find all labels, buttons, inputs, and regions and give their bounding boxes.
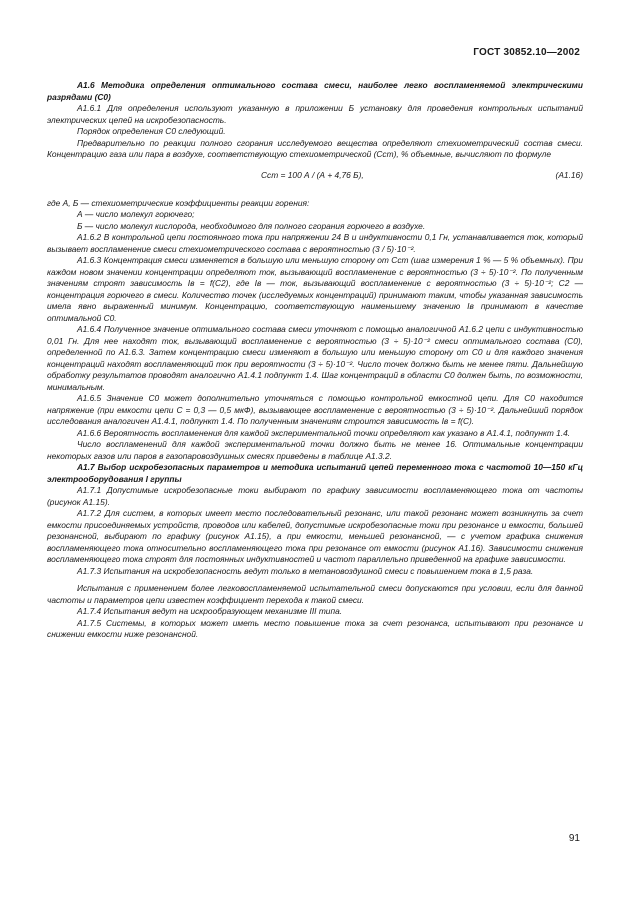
paragraph-a1-6-4: А1.6.4 Полученное значение оптимального состава смеси уточняют с помощью аналогичной А1.6.2 цепи с индуктивностью 0,01 Гн. Для нее находят ток, вызывающий воспламенение с вероятностью (3 ÷ 5)·10⁻² смеси оптимального состава (C0), определенной по А1.6.3. Затем концентрацию смеси изменяют в большую или меньшую сторону от C0 и для каждого значения концентраций находят воспламеняющий ток при вероятности (3 ÷ 5)·10⁻². Число точек должно быть не менее пяти. Дальнейшую обработку результатов проводят аналогично А1.4.1 подпункт 1.4. Шаг концентраций в области C0 должен быть, по возможности, минимальным. — [47, 324, 583, 392]
paragraph-a1-6-1: А1.6.1 Для определения используют указанную в приложении Б установку для проведения контрольных испытаний электрических цепей на искробезопасность. — [47, 103, 583, 125]
paragraph-def-a: А — число молекул горючего; — [77, 209, 195, 219]
paragraph-stoichiometric: Предварительно по реакции полного сгорания исследуемого вещества определяют стехиометрический состав смеси. Концентрацию газа или пара в воздухе, соответствующую стехиометрической (Cст), % объемные, вычисляют по формуле — [47, 137, 583, 159]
paragraph-test-mixture: Испытания с применением более легковоспламеняемой испытательной смеси допускаются при условии, если для данной частоты и параметров цепи известен коэффициент перехода к такой смеси. — [47, 583, 583, 605]
paragraph-where: где А, Б — стехиометрические коэффициенты реакции горения: — [47, 197, 310, 208]
paragraph-a1-7-5: А1.7.5 Системы, в которых может иметь место повышение тока за счет резонанса, испытывают при резонансе и снижении емкости ниже резонансной. — [47, 617, 583, 639]
paragraph-ignitions: Число воспламенений для каждой экспериментальной точки должно быть не менее 16. Оптимальные концентрации некоторых газов или паров в газопаровоздушных смесях приведены в таблице А1.3.2. — [47, 439, 583, 461]
section-heading-a1-7: А1.7 Выбор искробезопасных параметров и методика испытаний цепей переменного тока с частотой 10—150 кГц электрооборудования I группы — [47, 462, 583, 484]
paragraph-order: Порядок определения C0 следующий. — [77, 126, 226, 136]
paragraph-a1-6-3: А1.6.3 Концентрация смеси изменяется в большую или меньшую сторону от Cст (шаг измерения 1 % — 5 % объемных). При каждом новом значении концентрации определяют ток, вызывающий воспламенение с вероятностью (3 ÷ 5)·10⁻². По полученным значениям строят зависимость Iв = f(C2), где Iв — ток, вызывающий воспламенение с вероятностью (3 ÷ 5)·10⁻²; C2 — концентрация горючего в смеси. Количество точек (исследуемых концентраций) принимают таким, чтобы указанная зависимость имела явно выраженный минимум. Концентрацию, соответствующую наименьшему значению Iв принимают в качестве оптимальной C0. — [47, 255, 583, 323]
page-number: 91 — [568, 833, 580, 844]
standard-header: ГОСТ 30852.10—2002 — [473, 47, 580, 58]
paragraph-a1-6-2: А1.6.2 В контрольной цепи постоянного тока при напряжении 24 В и индуктивности 0,1 Гн, устанавливается ток, который вызывает воспламенение смеси стехиометрического состава с вероятностью (3 / 5)·10⁻². — [47, 232, 583, 254]
paragraph-a1-6-5: А1.6.5 Значение C0 может дополнительно уточняться с помощью контрольной емкостной цепи. Для C0 находится напряжение (при емкости цепи C = 0,3 — 0,5 мкФ), вызывающее воспламенение с вероятностью (3 ÷ 5)·10⁻². Дальнейший порядок исследования аналогичен А1.4.1, подпункт 1.4. По полученным значениям строится зависимость Iв = f(C). — [47, 393, 583, 426]
paragraph-a1-7-4: А1.7.4 Испытания ведут на искрообразующем механизме III типа. — [77, 606, 343, 616]
formula-expression: Cст = 100 А / (А + 4,76 Б), — [261, 169, 364, 180]
document-body — [47, 80, 583, 641]
paragraph-a1-7-2: А1.7.2 Для систем, в которых имеет место последовательный резонанс, или такой резонанс может возникнуть за счет емкости присоединяемых устройств, проводов или кабелей, допустимые искробезопасные токи при резонансе и емкости, большей резонансной, выбирают по графику (рисунок А1.15), а при емкости, меньшей резонансной, — с учетом графика снижения воспламеняющего тока относительно воспламеняющего тока при резонансе от емкости (рисунок А1.16). Зависимости снижения воспламеняющего тока строят для постоянных индуктивностей и частот параллельно приведенной на графике зависимости. — [47, 508, 583, 564]
formula-a1-16 — [47, 170, 583, 184]
paragraph-a1-6-6: А1.6.6 Вероятность воспламенения для каждой экспериментальной точки определяют как указано в А1.4.1, подпункт 1.4. — [77, 427, 571, 438]
paragraph-def-b: Б — число молекул кислорода, необходимого для полного сгорания горючего в воздухе. — [77, 220, 426, 231]
formula-number: (А1.16) — [555, 169, 583, 180]
paragraph-a1-7-1: А1.7.1 Допустимые искробезопасные токи выбирают по графику зависимости воспламеняющего тока от частоты (рисунок А1.15). — [47, 485, 583, 507]
section-heading-a1-6: А1.6 Методика определения оптимального состава смеси, наиболее легко воспламеняемой электрическими разрядами (C0) — [47, 80, 583, 102]
paragraph-a1-7-3: А1.7.3 Испытания на искробезопасность ведут только в метановоздушной смеси с повышением тока в 1,5 раза. — [77, 565, 534, 576]
